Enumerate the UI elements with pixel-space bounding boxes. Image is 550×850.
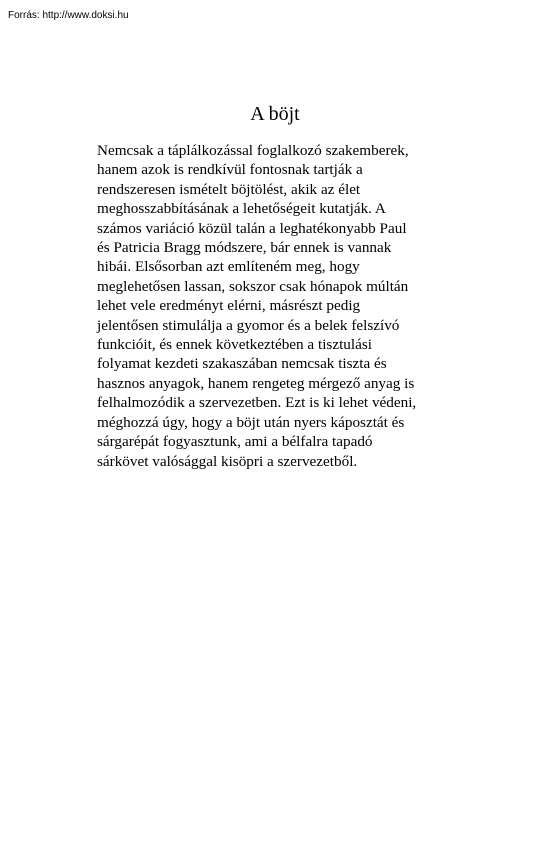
source-url-label: Forrás: http://www.doksi.hu (8, 10, 129, 21)
body-line: Nemcsak a táplálkozással foglalkozó szakemberek, (97, 142, 409, 159)
body-line: hanem azok is rendkívül fontosnak tartják a (97, 161, 363, 179)
body-line: sárgarépát fogyasztunk, ami a bélfalra tapadó (97, 433, 373, 451)
body-line: lehet vele eredményt elérni, másrészt pedig (97, 297, 361, 315)
body-line: hasznos anyagok, hanem rengeteg mérgező anyag is (97, 374, 415, 392)
body-line: meglehetősen lassan, sokszor csak hónapok múltán (97, 277, 409, 295)
body-line: rendszeresen ismételt böjtölést, akik az élet (97, 180, 361, 198)
body-line: hibái. Elsősorban azt említeném meg, hogy (97, 258, 360, 276)
page-title: A böjt (250, 103, 300, 125)
body-paragraph (97, 141, 457, 471)
body-line: méghozzá úgy, hogy a böjt után nyers káposztát és (97, 413, 405, 431)
body-line: folyamat kezdeti szakaszában nemcsak tiszta és (97, 355, 387, 373)
body-line: jelentősen stimulálja a gyomor és a belek felszívó (97, 316, 400, 334)
body-line: számos variáció közül talán a leghatékonyabb Paul (97, 219, 407, 237)
body-line: funkcióit, és ennek következtében a tisztulási (97, 336, 372, 354)
body-line: felhalmozódik a szervezetben. Ezt is ki lehet védeni, (97, 394, 417, 412)
body-line: és Patricia Bragg módszere, bár ennek is vannak (97, 239, 392, 257)
body-line: meghosszabbításának a lehetőségeit kutatják. A (97, 200, 386, 218)
body-line: sárkövet valósággal kisöpri a szervezetből. (97, 452, 358, 470)
